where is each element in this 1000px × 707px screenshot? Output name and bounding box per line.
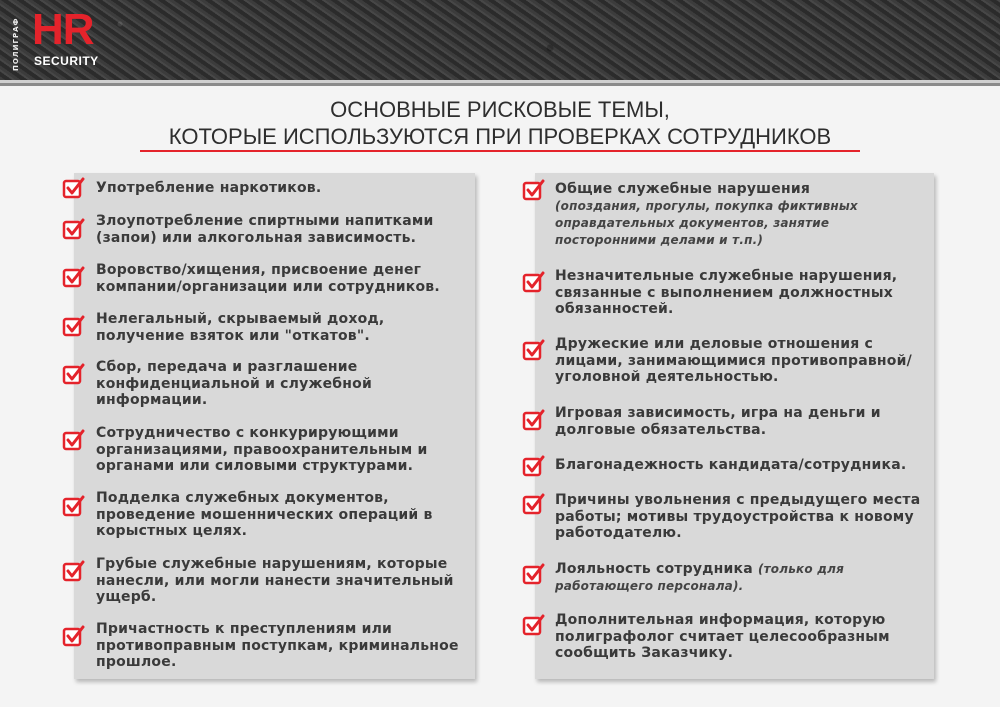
checkbox-icon [62, 265, 84, 287]
checkbox-icon [62, 314, 84, 336]
list-item-note: (опоздания, прогулы, покупка фиктивных оправдательных документов, занятие посторонними делами и т.п.) [555, 198, 858, 247]
logo-hr: HR [32, 5, 94, 54]
list-item [555, 181, 885, 249]
list-item: Дополнительная информация, которую полиграфолог считает целесообразным сообщить Заказчику. [555, 612, 890, 661]
logo-security: SECURITY [34, 54, 99, 68]
list-item: Нелегальный, скрываемый доход, получение взяток или "откатов". [96, 311, 385, 344]
logo [12, 5, 112, 72]
list-item: Благонадежность кандидата/сотрудника. [555, 457, 907, 473]
checkbox-icon [62, 428, 84, 450]
list-item: Употребление наркотиков. [96, 180, 322, 196]
checkbox-icon [522, 613, 544, 635]
title-underline [140, 150, 860, 152]
title-line-1: ОСНОВНЫЕ РИСКОВЫЕ ТЕМЫ, [330, 97, 670, 122]
checkbox-icon [522, 338, 544, 360]
list-item: Подделка служебных документов, проведение мошеннических операций в корыстных целях. [96, 490, 433, 539]
list-item-text: Лояльность сотрудника [555, 561, 753, 577]
list-item-text: Общие служебные нарушения [555, 181, 811, 197]
checkbox-icon [522, 492, 544, 514]
checkbox-icon [62, 362, 84, 384]
list-item: Незначительные служебные нарушения, связанные с выполнением должностных обязанностей. [555, 268, 898, 317]
list-item: Сбор, передача и разглашение конфиденциальной и служебной информации. [96, 359, 372, 408]
logo-side-text: ПОЛИГРАФ [12, 17, 20, 71]
checkbox-icon [522, 562, 544, 584]
list-item: Сотрудничество с конкурирующими организациями, правоохранительным и органами или силовыми структурами. [96, 425, 428, 474]
title-line-2: КОТОРЫЕ ИСПОЛЬЗУЮТСЯ ПРИ ПРОВЕРКАХ СОТРУДНИКОВ [168, 124, 832, 149]
list-item-note: (только для работающего персонала). [555, 562, 844, 593]
page-title [0, 96, 1000, 150]
checkbox-icon [62, 176, 84, 198]
checkbox-icon [522, 178, 544, 200]
checkbox-icon [522, 408, 544, 430]
list-item [555, 561, 885, 595]
checkbox-icon [62, 217, 84, 239]
checkbox-icon [62, 624, 84, 646]
list-item: Причастность к преступлениям или противоправным поступкам, криминальное прошлое. [96, 621, 459, 670]
checkbox-icon [62, 494, 84, 516]
checkbox-icon [62, 559, 84, 581]
list-item: Дружеские или деловые отношения с лицами, занимающимися противоправной/уголовной деятельностью. [555, 336, 912, 385]
list-item: Злоупотребление спиртными напитками (запои) или алкогольная зависимость. [96, 213, 434, 246]
list-item: Грубые служебные нарушениям, которые нанесли, или могли нанести значительный ущерб. [96, 556, 454, 605]
list-item: Причины увольнения с предыдущего места работы; мотивы трудоустройства к новому работодателю. [555, 492, 921, 541]
header-banner [0, 0, 1000, 86]
checkbox-icon [522, 270, 544, 292]
list-item: Воровство/хищения, присвоение денег компании/организации или сотрудников. [96, 262, 440, 295]
list-item: Игровая зависимость, игра на деньги и долговые обязательства. [555, 405, 881, 438]
checkbox-icon [522, 454, 544, 476]
